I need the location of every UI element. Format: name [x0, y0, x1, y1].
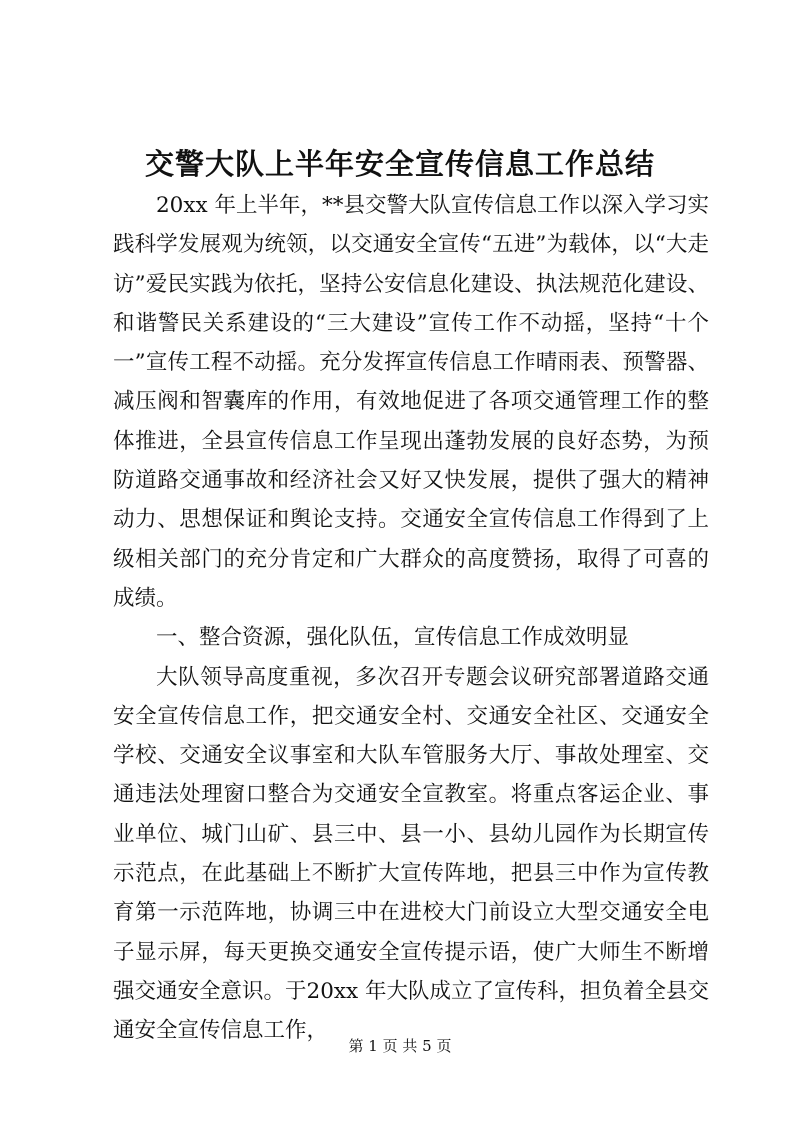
paragraph-section-1: 大队领导高度重视，多次召开专题会议研究部署道路交通安全宣传信息工作，把交通安全村、交通安全社区、交通安全学校、交通安全议事室和大队车管服务大厅、事故处理室、交通违法处理窗口整合为交通安全宣教室。将重点客运企业、事业单位、城门山矿、县三中、县一小、县幼儿园作为长期宣传示范点，在此基础上不断扩大宣传阵地，把县三中作为宣传教育第一示范阵地，协调三中在进校大门前设立大型交通安全电子显示屏，每天更换交通安全宣传提示语，使广大师生不断增强交通安全意识。于20xx 年大队成立了宣传科，担负着全县交通安全宣传信息工作， [113, 664, 709, 1044]
paragraph-intro: 20xx 年上半年，**县交警大队宣传信息工作以深入学习实践科学发展观为统领，以交通安全宣传“五进”为载体，以“大走访”爱民实践为依托，坚持公安信息化建设、执法规范化建设、和谐警民关系建设的“三大建设”宣传工作不动摇，坚持“十个一”宣传工程不动摇。充分发挥宣传信息工作晴雨表、预警器、减压阀和智囊库的作用，有效地促进了各项交通管理工作的整体推进，全县宣传信息工作呈现出蓬勃发展的良好态势，为预防道路交通事故和经济社会又好又快发展，提供了强大的精神动力、思想保证和舆论支持。交通安全宣传信息工作得到了上级相关部门的充分肯定和广大群众的高度赞扬，取得了可喜的成绩。 [113, 193, 709, 611]
document-title: 交警大队上半年安全宣传信息工作总结 [144, 147, 655, 181]
page-number-footer: 第 1 页 共 5 页 [348, 1037, 452, 1055]
document-body [113, 186, 709, 1051]
section-heading-1: 一、整合资源，强化队伍，宣传信息工作成效明显 [156, 625, 630, 651]
